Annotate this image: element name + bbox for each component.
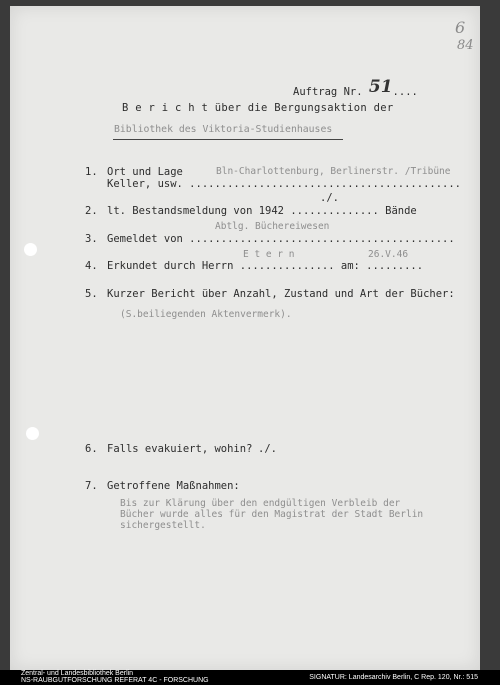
- item-2-value: ./.: [320, 192, 339, 204]
- pencil-mark-number-2: 84: [457, 38, 474, 53]
- footer-department: NS-RAUBGUTFORSCHUNG REFERAT 4C - FORSCHUNG: [21, 677, 209, 684]
- item-7-line1: Bis zur Klärung über den endgültigen Verbleib der: [120, 498, 401, 509]
- footer-institution: Zentral- und Landesbibliothek Berlin: [21, 670, 134, 677]
- punch-hole-top: [24, 243, 37, 256]
- item-1-label: Ort und Lage: [107, 166, 183, 178]
- footer-signature: SIGNATUR: Landesarchiv Berlin, C Rep. 120, Nr.: 515: [309, 674, 478, 681]
- library-name: Bibliothek des Viktoria-Studienhauses: [114, 124, 333, 135]
- item-5-value: (S.beiliegenden Aktenvermerk).: [120, 309, 292, 320]
- punch-hole-bottom: [26, 427, 39, 440]
- item-3-label: Gemeldet von ..........................................: [107, 233, 455, 245]
- footer-left: [21, 670, 209, 684]
- item-4-label: Erkundet durch Herrn ............... am: .........: [107, 260, 424, 272]
- item-1-line2: Keller, usw. ...........................................: [107, 178, 462, 190]
- item-6-label: Falls evakuiert, wohin?: [107, 443, 253, 455]
- auftrag-dots: ....: [392, 86, 418, 98]
- item-7-label: Getroffene Maßnahmen:: [107, 480, 240, 492]
- item-2-number: 2.: [85, 205, 98, 217]
- item-6-value: ./.: [258, 443, 277, 455]
- item-4-name: E t e r n: [243, 249, 295, 260]
- item-5-number: 5.: [85, 288, 98, 300]
- item-6-number: 6.: [85, 443, 98, 455]
- item-2-label: lt. Bestandsmeldung von 1942 .............. Bände: [107, 205, 417, 217]
- item-3-value: Abtlg. Büchereiwesen: [215, 221, 330, 232]
- auftrag-label: Auftrag Nr.: [293, 86, 363, 98]
- library-underline: [113, 139, 343, 140]
- item-4-date: 26.V.46: [368, 249, 409, 260]
- item-1-number: 1.: [85, 166, 98, 178]
- report-title: B e r i c h t über die Bergungsaktion der: [122, 102, 394, 114]
- item-4-number: 4.: [85, 260, 98, 272]
- item-5-label: Kurzer Bericht über Anzahl, Zustand und Art der Bücher:: [107, 288, 455, 300]
- item-7-number: 7.: [85, 480, 98, 492]
- item-7-line2: Bücher wurde alles für den Magistrat der Stadt Berlin: [120, 509, 424, 520]
- item-1-value: Bln-Charlottenburg, Berlinerstr. /Tribüne: [216, 166, 451, 177]
- auftrag-line: [293, 77, 418, 100]
- item-3-number: 3.: [85, 233, 98, 245]
- document-page: [10, 6, 480, 670]
- pencil-mark-number: 6: [455, 18, 466, 37]
- item-7-line3: sichergestellt.: [120, 520, 206, 531]
- auftrag-number: 51: [368, 77, 393, 97]
- archive-footer: [0, 670, 500, 685]
